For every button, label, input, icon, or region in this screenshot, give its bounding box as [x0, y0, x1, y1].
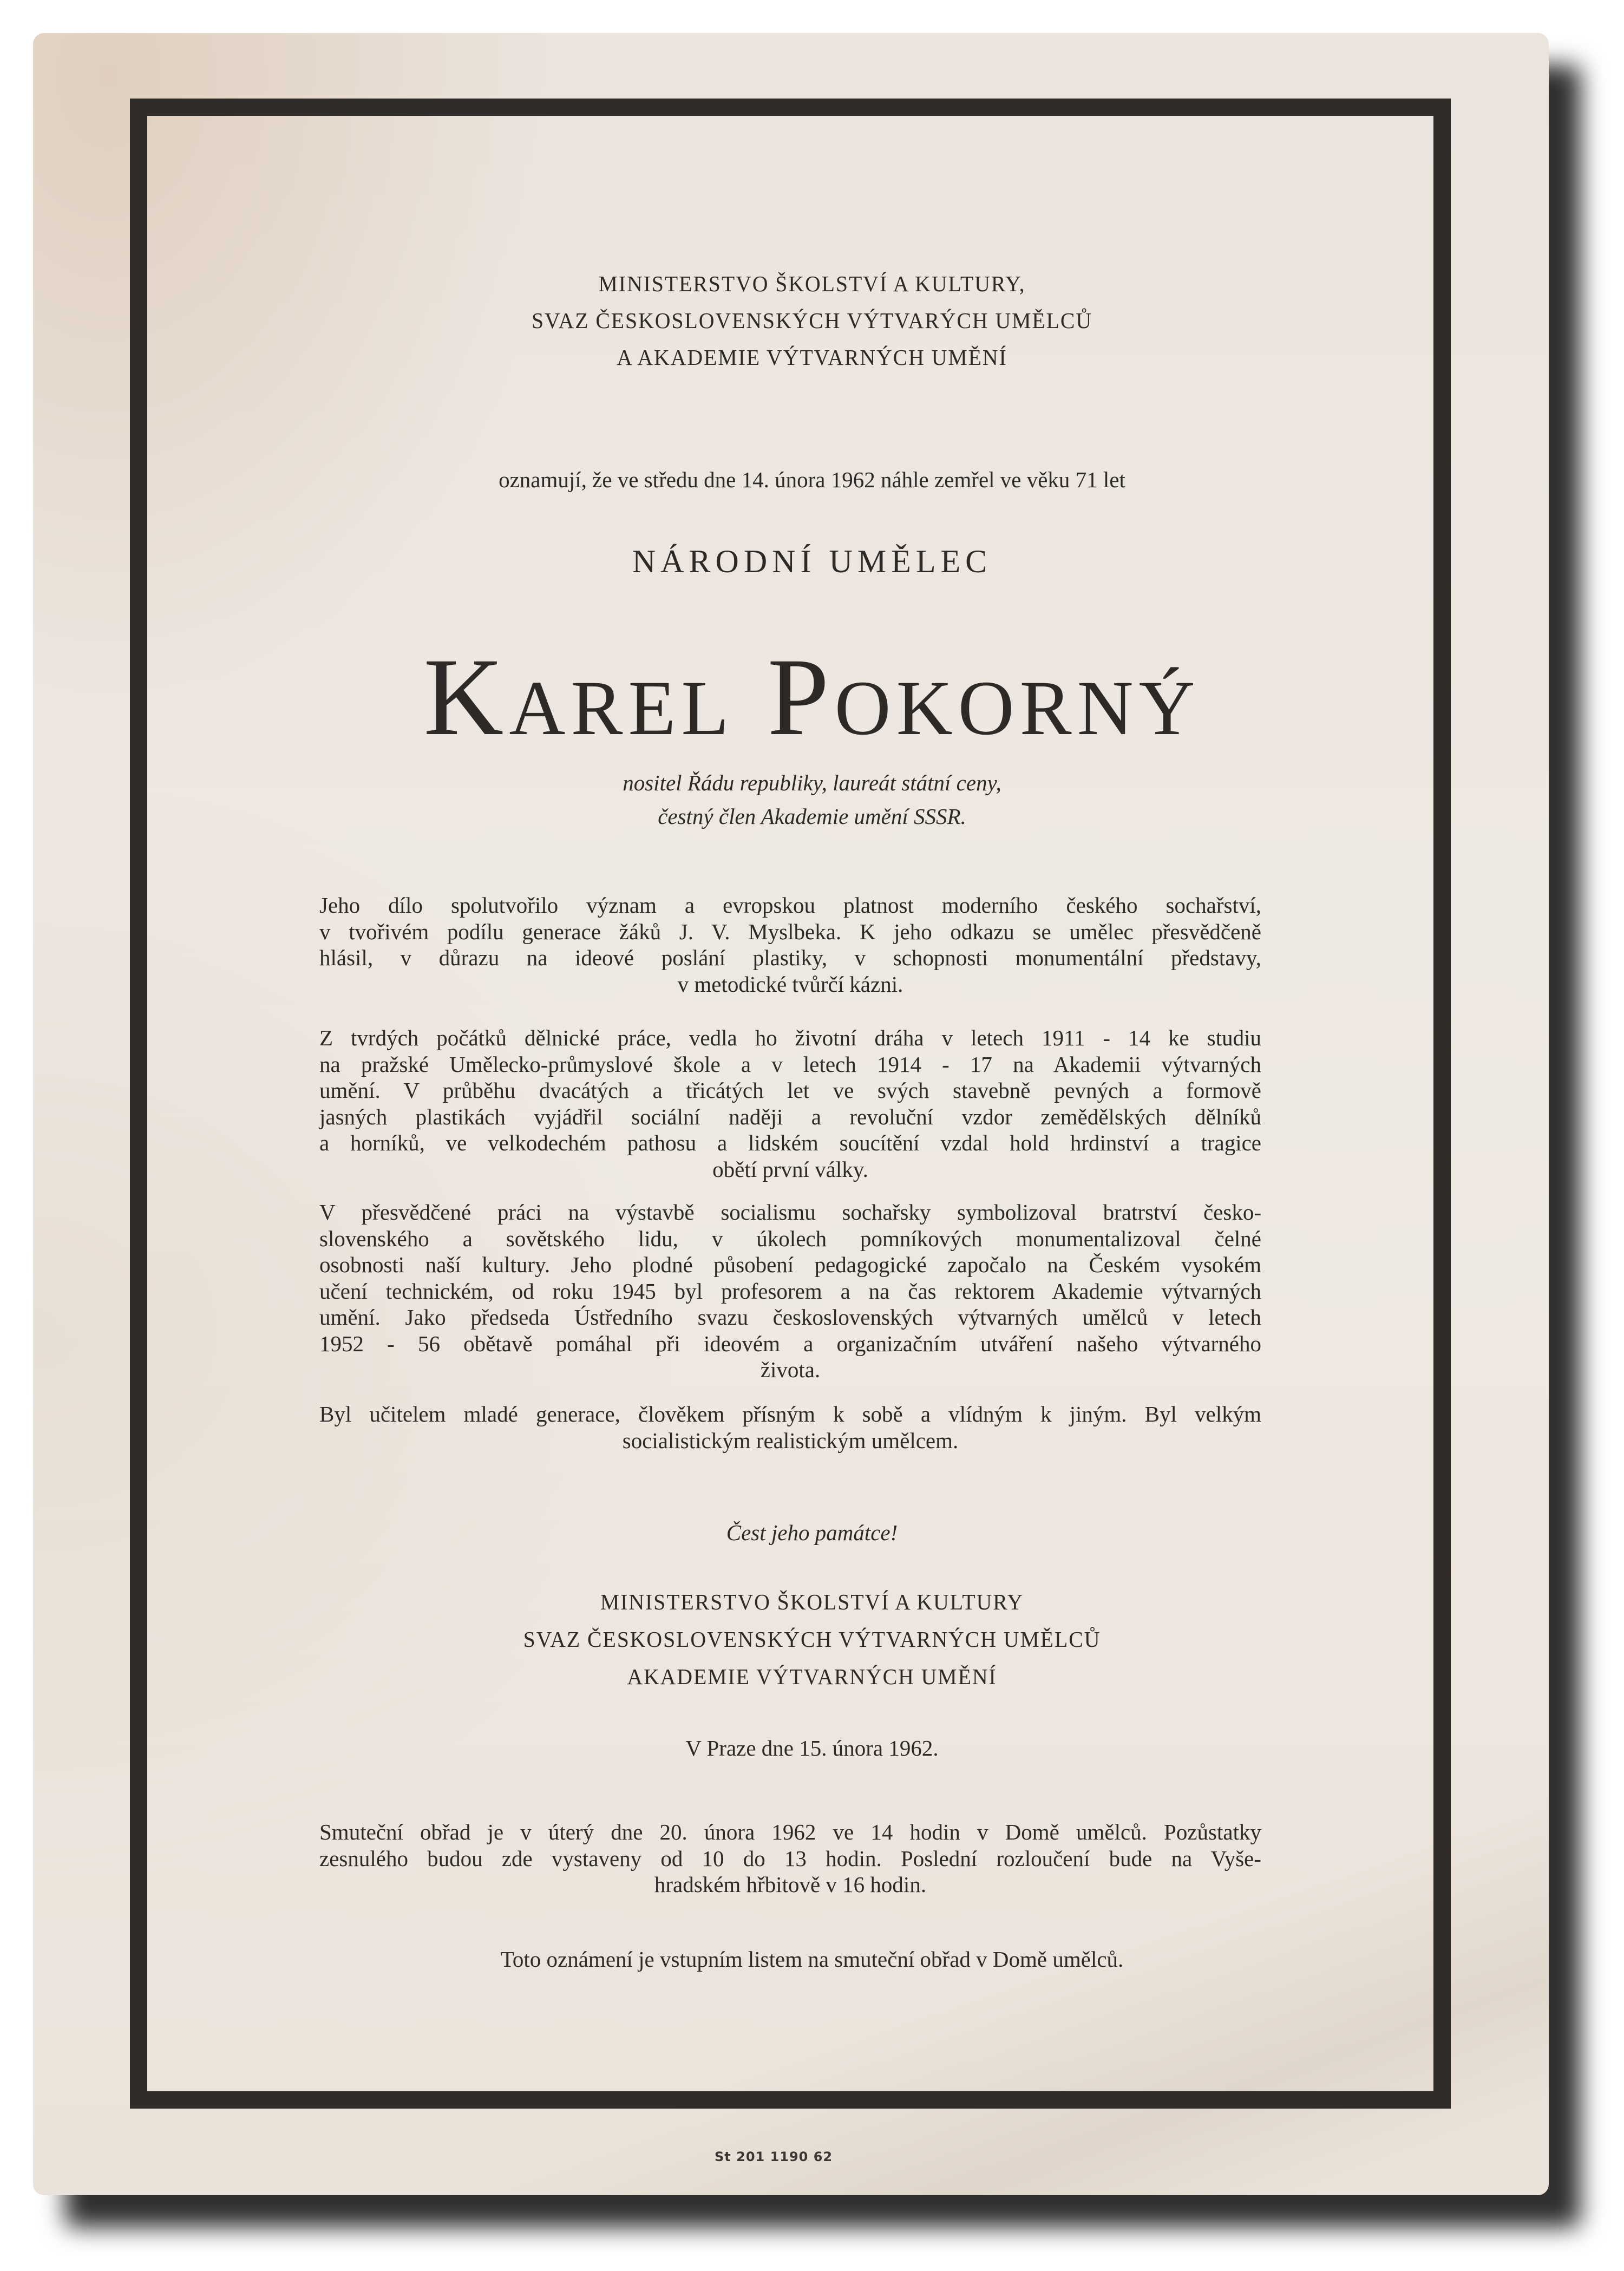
header-org-line-1: MINISTERSTVO ŠKOLSTVÍ A KULTURY,: [598, 271, 1026, 296]
signature-org-line-2: SVAZ ČESKOSLOVENSKÝCH VÝTVARNÝCH UMĚLCŮ: [523, 1627, 1101, 1652]
paragraph-line: na pražské Umělecko-průmyslové škole a v letech 1914 - 17 na Akademii výtvarných: [319, 1051, 1261, 1077]
signature-org-line-1: MINISTERSTVO ŠKOLSTVÍ A KULTURY: [600, 1589, 1024, 1614]
paragraph-line: v tvořivém podílu generace žáků J. V. Myslbeka. K jeho odkazu se umělec přesvědčeně: [319, 919, 1261, 944]
paragraph-line: Byl učitelem mladé generace, člověkem přísným k sobě a vlídným k jiným. Byl velkým: [319, 1402, 1261, 1426]
biography-paragraph-2: [319, 1025, 1261, 1182]
paragraph-line: socialistickým realistickým umělcem.: [622, 1428, 959, 1453]
paragraph-line: Jeho dílo spolutvořilo význam a evropskou platnost moderního českého sochařství,: [319, 893, 1261, 918]
signature-org-line-3: AKADEMIE VÝTVARNÝCH UMĚNÍ: [627, 1664, 997, 1689]
biography-paragraph-4: [319, 1401, 1261, 1454]
ceremony-line: Smuteční obřad je v úterý dne 20. února 1962 ve 14 hodin v Domě umělců. Pozůstatky: [319, 1820, 1261, 1844]
admission-note: Toto oznámení je vstupním listem na smuteční obřad v Domě umělců.: [500, 1947, 1124, 1972]
paragraph-line: obětí první války.: [712, 1156, 868, 1182]
biography-paragraph-1: [319, 892, 1261, 997]
paragraph-line: v metodické tvůrčí kázni.: [677, 971, 903, 997]
paragraph-line: umění. Jako předseda Ústředního svazu československých výtvarných umělců v letech: [319, 1305, 1261, 1330]
tribute-line: Čest jeho památce!: [726, 1520, 898, 1545]
death-announcement: oznamují, že ve středu dne 14. února 1962 náhle zemřel ve věku 71 let: [499, 467, 1125, 492]
print-code: St 201 1190 62: [715, 2149, 833, 2164]
paragraph-line: umění. V průběhu dvacátých a třicátých let ve svých stavebně pevných a formově: [319, 1078, 1261, 1103]
honors-line-1: nositel Řádu republiky, laureát státní ceny,: [623, 770, 1001, 795]
header-org-line-3: A AKADEMIE VÝTVARNÝCH UMĚNÍ: [617, 345, 1007, 370]
paragraph-line: života.: [760, 1357, 821, 1382]
paragraph-line: slovenského a sovětského lidu, v úkolech pomníkových monumentalizoval čelné: [319, 1226, 1261, 1251]
paragraph-line: učení technickém, od roku 1945 byl profesorem a na čas rektorem Akademie výtvarných: [319, 1278, 1261, 1304]
header-org-line-2: SVAZ ČESKOSLOVENSKÝCH VÝTVARÝCH UMĚLCŮ: [531, 308, 1093, 333]
deceased-name: Karel Pokorný: [423, 636, 1201, 758]
paragraph-line: a horníků, ve velkodechém pathosu a lidském soucítění vzdal hold hrdinství a tragice: [319, 1130, 1261, 1155]
paragraph-line: 1952 - 56 obětavě pomáhal při ideovém a organizačním utváření našeho výtvarného: [319, 1331, 1261, 1356]
paragraph-line: hlásil, v důrazu na ideové poslání plastiky, v schopnosti monumentální představy,: [319, 945, 1261, 970]
ceremony-line: hradském hřbitově v 16 hodin.: [654, 1872, 927, 1897]
paragraph-line: osobnosti naší kultury. Jeho plodné působení pedagogické započalo na Českém vysokém: [319, 1252, 1261, 1277]
ceremony-details: [319, 1819, 1261, 1898]
ceremony-line: zesnulého budou zde vystaveny od 10 do 13 hodin. Poslední rozloučení bude na Vyše-: [319, 1845, 1261, 1871]
paragraph-line: Z tvrdých počátků dělnické práce, vedla ho životní dráha v letech 1911 - 14 ke studiu: [319, 1025, 1261, 1050]
place-and-date: V Praze dne 15. února 1962.: [685, 1736, 939, 1760]
honors-line-2: čestný člen Akademie umění SSSR.: [658, 804, 966, 829]
honorary-title: NÁRODNÍ UMĚLEC: [632, 544, 992, 579]
biography-paragraph-3: [319, 1199, 1261, 1383]
paragraph-line: jasných plastikách vyjádřil sociální naději a revoluční vzdor zemědělských dělníků: [319, 1104, 1261, 1129]
paragraph-line: V přesvědčené práci na výstavbě socialismu sochařsky symbolizoval bratrství česko-: [319, 1200, 1261, 1225]
